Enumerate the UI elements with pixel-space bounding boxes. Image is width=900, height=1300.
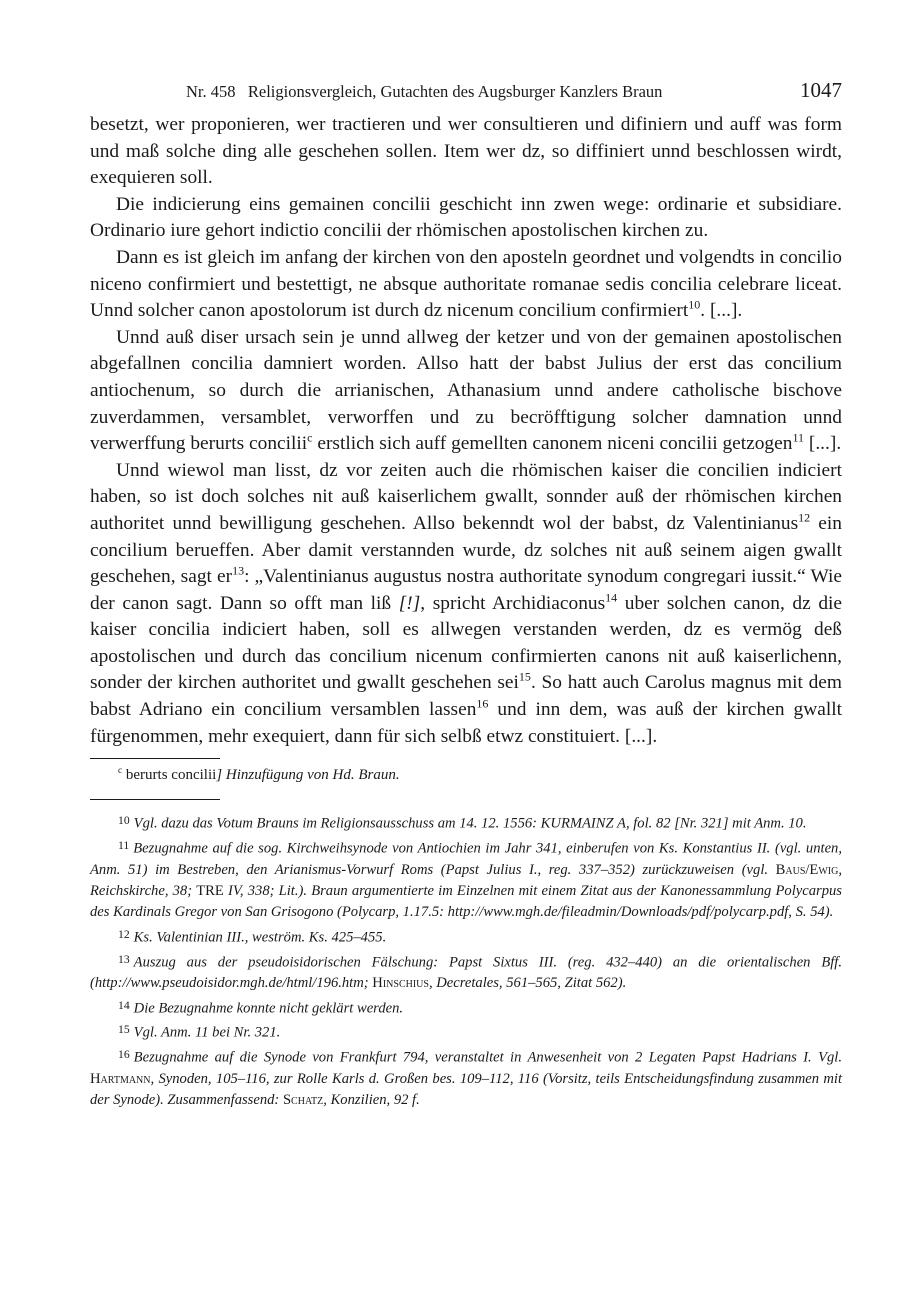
textnote-divider (90, 758, 220, 759)
author-name: Hartmann (90, 1071, 151, 1088)
footnote-text: Auszug aus der pseudoisidorischen Fälschung: Papst Sixtus III. (reg. 432–440) an die orientalischen Bff. (http://www.pseudoisidor.mgh.de/html/196.htm; (90, 954, 842, 992)
footnote-16 (90, 1044, 842, 1111)
running-title: Nr. 458 Religionsvergleich, Gutachten des Augsburger Kanzlers Braun (186, 82, 663, 101)
footnote-text: , Reichskirche, 38; (90, 861, 842, 900)
textnote-ref-c[interactable]: c (307, 430, 313, 445)
footnote-divider (90, 799, 220, 800)
footnote-text: , Konzilien, 92 f. (323, 1092, 420, 1109)
footnote-number: 16 (118, 1048, 130, 1062)
footnote-ref-14[interactable]: 14 (605, 590, 618, 605)
textnote-mark: c (118, 766, 123, 777)
footnotes (90, 810, 842, 1111)
textnote-c (90, 765, 842, 785)
footnote-text: Vgl. Anm. 11 bei Nr. 321. (133, 1024, 281, 1041)
author-name: Hinschius (372, 975, 429, 992)
footnote-ref-12[interactable]: 12 (798, 510, 811, 525)
running-header (90, 78, 842, 112)
footnote-number: 10 (118, 814, 130, 828)
footnote-number: 11 (118, 839, 130, 853)
footnote-ref-13[interactable]: 13 (232, 563, 245, 578)
page-number: 1047 (800, 78, 842, 102)
footnote-text: Ks. Valentinian III., weström. Ks. 425–455. (133, 929, 387, 946)
paragraph-4-text-2: erstlich sich auff gemellten canonem niceni concilii getzogen (312, 433, 793, 455)
abbreviation: TRE (196, 883, 224, 900)
textnote-bracket: ] (216, 767, 223, 784)
paragraph-5-text-2: ein concilium berueffen. Aber damit verstannden wurde, dz solches nit auß seinem aigen gwallt geschehen, sagt er (90, 512, 842, 588)
footnote-text: Die Bezugnahme konnte nicht geklärt werden. (133, 1000, 404, 1017)
textnote-lemma: berurts concilii (125, 767, 217, 784)
footnote-12 (90, 924, 842, 949)
paragraph-3-text: Dann es ist gleich im anfang der kirchen von den aposteln geordnet und volgendts in concilio niceno confirmiert und bestettigt, ne absque authoritate romanae sedis concilia celebrare liceat. Unnd solcher canon apostolorum ist durch dz nicenum concilium confirmiert (90, 246, 842, 322)
paragraph-2: Die indicierung eins gemainen concilii geschicht inn zwen wege: ordinarie et subsidiare. Ordinario iure gehort indictio concilii der rhömischen apostolischen kirchen zu. (90, 193, 842, 242)
paragraph-5-text-3: : „Valentinianus augustus nostra authoritate synodum congregari iussit.“ Wie der canon sagt. Dann so offt man liß (90, 566, 842, 614)
paragraph-4-end: [...]. (804, 433, 842, 455)
footnote-text: Vgl. dazu das Votum Brauns im Religionsausschuss am 14. 12. 1556: KURMAINZ A, fol. 82 [Nr. 321] mit Anm. 10. (133, 815, 807, 832)
footnote-text: IV, 338; Lit.). Braun argumentierte im Einzelnen mit einem Zitat aus der Kanonessammlung Polycarpus des Kardinals Gregor von San Grisogono (Polycarp, 1.17.5: http://www.mgh.de/fileadmin/Downloads/pdf/polycarp.pdf, S. 54). (90, 883, 842, 921)
footnote-10 (90, 810, 842, 835)
footnote-text: Bezugnahme auf die Synode von Frankfurt 794, veranstaltet in Anwesenheit von 2 Legaten Papst Hadrians I. Vgl. (133, 1049, 842, 1066)
paragraph-5-text-6: . So hatt auch Carolus magnus mit dem babst Adriano ein concilium versamblen lassen (90, 672, 842, 721)
footnote-14 (90, 995, 842, 1020)
footnote-text: , Decretales, 561–565, Zitat 562). (428, 975, 627, 992)
paragraph-1: besetzt, wer proponieren, wer tractieren und wer consultieren und difiniern und auff was form und maß solche ding alle geschehen sollen. Item wer dz, so diffiniert unnd beschlossen wirdt, exequieren soll. (90, 114, 842, 189)
footnote-15 (90, 1019, 842, 1044)
footnote-number: 12 (118, 927, 130, 941)
footnote-text: Bezugnahme auf die sog. Kirchweihsynode von Antiochien im Jahr 341, einberufen von Ks. Konstantius II. (vgl. unten, Anm. 51) im Bestreben, den Arianismus-Vorwurf Roms (Papst Julius I., reg. 337–352) zurückzuweisen (vgl. (90, 840, 842, 878)
paragraph-4 (90, 325, 842, 458)
footnote-11 (90, 835, 842, 924)
document-page (90, 78, 842, 1112)
footnote-13 (90, 949, 842, 995)
footnote-number: 15 (118, 1023, 130, 1037)
footnote-number: 13 (118, 952, 130, 966)
paragraph-4-text: Unnd auß diser ursach sein je unnd allweg der ketzer und von der gemainen apostolischen abgefallnen concilia damniert worden. Allso hatt der babst Julius der erst das concilium antiochenum, so durch die arrianischen, Athanasium unnd andere catholische bischove zuverdammen, versamblet, verworffen und zu becröfftigung solcher damnation unnd verwerffung berurts concilii (90, 326, 842, 455)
footnote-ref-10[interactable]: 10 (688, 297, 701, 312)
paragraph-5-text-5: uber solchen canon, dz die kaiser concilia indiciert haben, soll es allwegen verstanden werden, dz es vermög deß apostolischen und durch das concilium nicenum confirmierten canons nit auß kaiserlichenn, sonder der kirchen authoritet und gwallt geschehen sei (90, 592, 843, 694)
main-text (90, 112, 842, 750)
footnote-ref-15[interactable]: 15 (518, 670, 531, 685)
paragraph-5-text: Unnd wiewol man lisst, dz vor zeiten auch die rhömischen kaiser die concilien indiciert haben, so ist doch solches nit auß kaiserlichem gwallt, sonnder auß der rhömischen kirchen authoritet unnd bewilligung geschehen. Allso bekenndt wol der babst, dz Valentinianus (90, 459, 842, 534)
textnote-comment: Hinzufügung von Hd. Braun. (222, 767, 400, 784)
paragraph-5 (90, 458, 842, 751)
footnote-ref-11[interactable]: 11 (792, 430, 805, 445)
author-name: Schatz (282, 1092, 324, 1109)
paragraph-3-end: . [...]. (700, 300, 743, 322)
paragraph-5-text-4: , spricht Archidiaconus (420, 592, 606, 614)
paragraph-3 (90, 245, 842, 325)
footnote-number: 14 (118, 998, 130, 1012)
paragraph-5-end: und inn dem, was auß der kirchen gwallt fürgenommen, mehr exequiert, dann für sich selbß etwz constituiert. [...]. (90, 699, 842, 747)
author-name: Baus/Ewig (775, 861, 839, 878)
footnote-text: , Synoden, 105–116, zur Rolle Karls d. Großen bes. 109–112, 116 (Vorsitz, teils Entscheidungsfindung zusammen mit der Synode). Zusammenfassend: (90, 1071, 842, 1109)
sic-marker: [!] (398, 592, 421, 614)
footnote-ref-16[interactable]: 16 (476, 696, 489, 711)
